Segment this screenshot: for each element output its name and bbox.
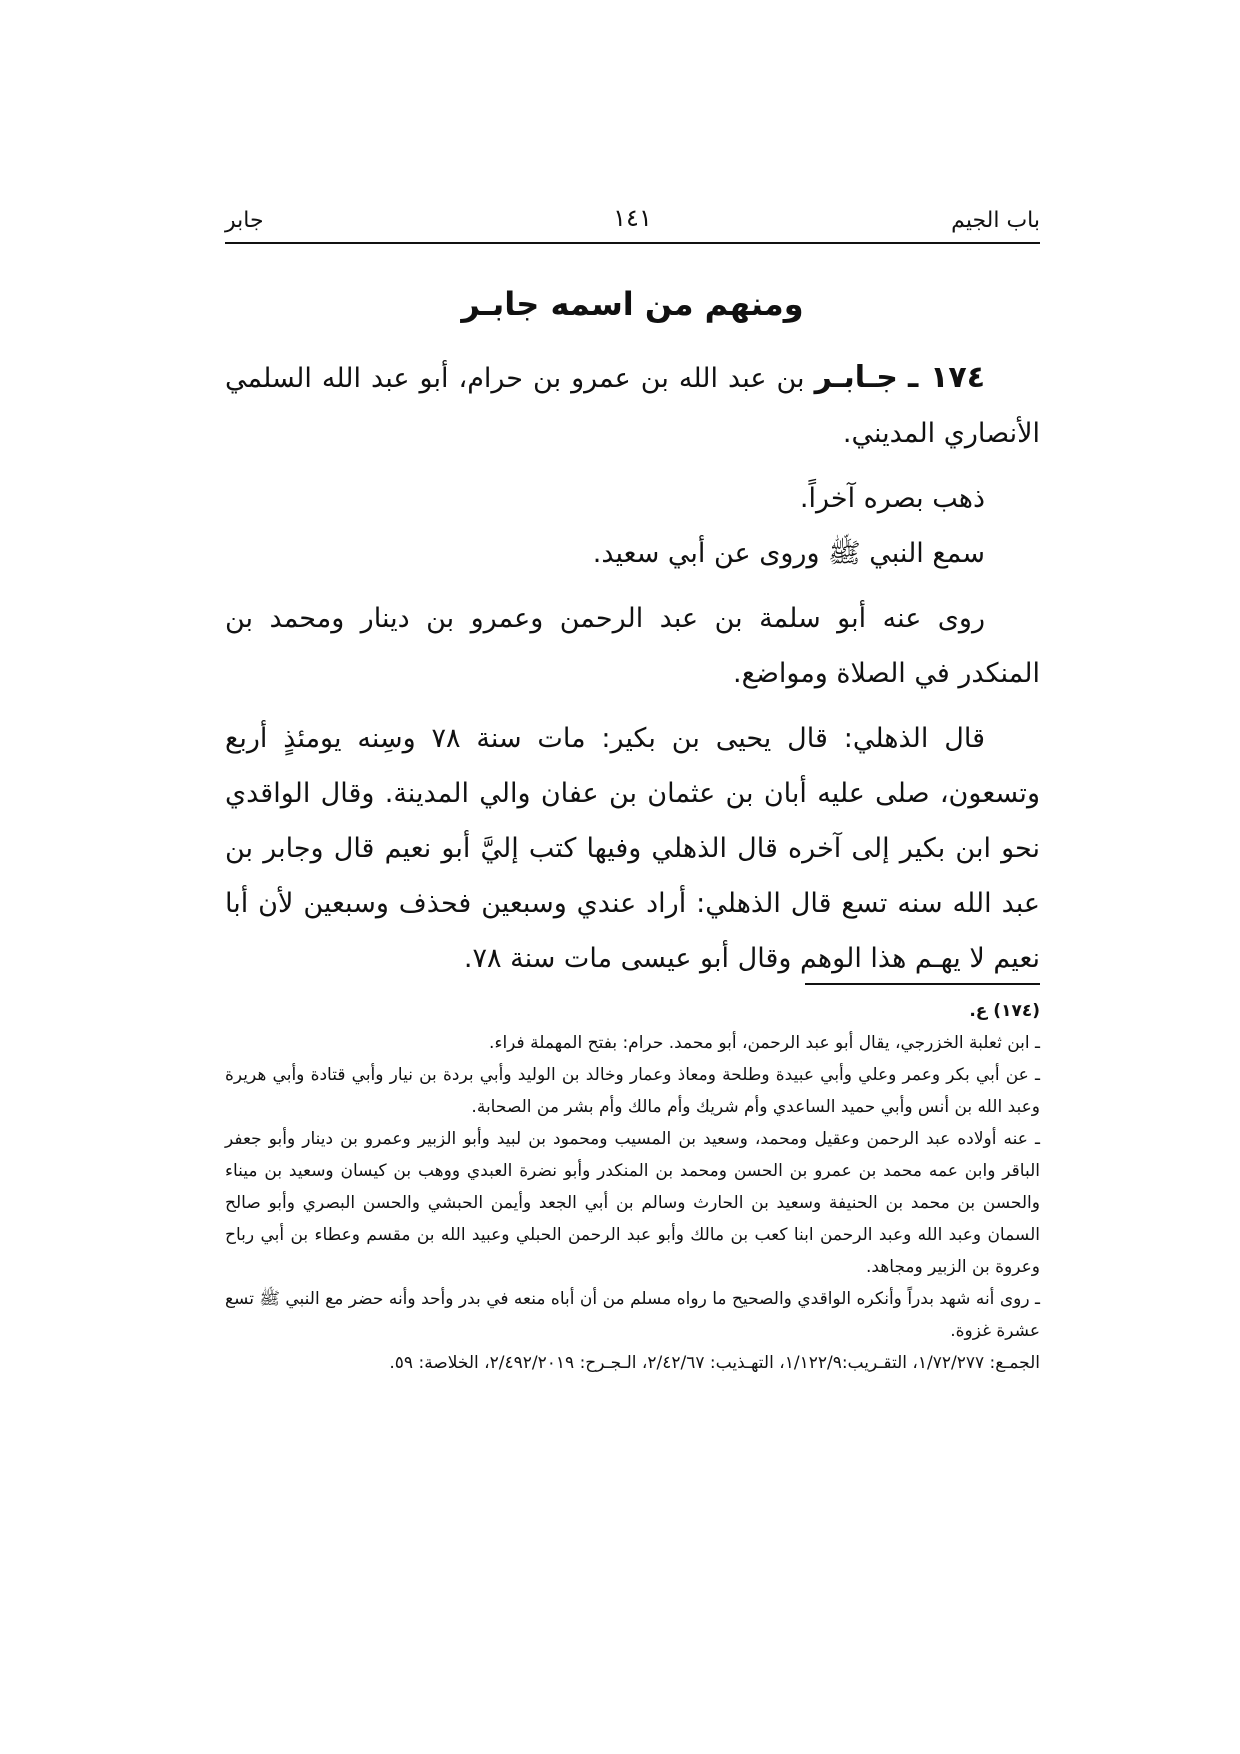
footnote-line: ـ روى أنه شهد بدراً وأنكره الواقدي والصحيح ما رواه مسلم من أن أباه منعه في بدر وأحد وأنه حضر مع النبي ﷺ تسع عشرة غزوة. [225,1289,1040,1341]
footnote-line: ـ ابن ثعلبة الخزرجي، يقال أبو عبد الرحمن، أبو محمد. حرام: بفتح المهملة فراء. [489,1033,1040,1053]
entry-number: ١٧٤ ـ [907,360,986,395]
entry-name: جـابـر [814,360,898,395]
chapter-title: باب الجيم [951,208,1040,233]
entry-lineage: بن عبد الله بن عمرو بن حرام، أبو عبد الله السلمي الأنصاري المديني. [225,363,1040,449]
paragraph: سمع النبي ﷺ وروى عن أبي سعيد. [592,538,985,569]
entry-running-title: جابر [225,208,264,233]
footnote-rule [805,983,1040,985]
page-number: ١٤١ [613,204,652,232]
header-rule [225,242,1040,244]
running-header [225,200,1040,240]
section-heading: ومنهم من اسمه جابـر [461,285,804,323]
footnote-sources: الجمـع: ١/٧٢/٢٧٧، التقـريب:١/١٢٢/٩، التهـذيب: ٢/٤٢/٦٧، الـجـرح: ٢/٤٩٢/٢٠١٩، الخلاصة: ٥٩. [389,1353,1040,1373]
paragraph: قال الذهلي: قال يحيى بن بكير: مات سنة ٧٨ وسِنه يومئذٍ أربع وتسعون، صلى عليه أبان بن عثمان بن عفان والي المدينة. وقال الواقدي نحو ابن بكير إلى آخره قال الذهلي وفيها كتب إليَّ أبو نعيم قال وجابر بن عبد الله سنه تسع قال الذهلي: أراد عندي وسبعين فحذف وسبعين لأن أبا نعيم لا يهـم هذا الوهم وقال أبو عيسى مات سنة ٧٨. [225,723,1040,974]
paragraph: روى عنه أبو سلمة بن عبد الرحمن وعمرو بن دينار ومحمد بن المنكدر في الصلاة ومواضع. [225,603,1040,689]
footnote-reference: (١٧٤) ع. [969,1001,1040,1021]
footnote-line: ـ عن أبي بكر وعمر وعلي وأبي عبيدة وطلحة ومعاذ وعمار وخالد بن الوليد وأبي بردة بن نيار وأبي قتادة وأبي هريرة وعبد الله بن أنس وأبي حميد الساعدي وأم شريك وأم مالك وأم بشر من الصحابة. [225,1065,1040,1117]
footnotes [225,995,1040,1379]
paragraph: ذهب بصره آخراً. [799,483,985,514]
footnote-line: ـ عنه أولاده عبد الرحمن وعقيل ومحمد، وسعيد بن المسيب ومحمود بن لبيد وأبو الزبير وعمرو بن دينار وأبو جعفر الباقر وابن عمه محمد بن عمرو بن الحسن ومحمد بن المنكدر وأبو نضرة العبدي ووهب بن كيسان وسعيد بن ميناء والحسن بن محمد بن الحنيفة وسعيد بن الحارث وسالم بن أبي الجعد وأيمن الحبشي والحسن البصري وأبو صالح السمان وعبد الله وعبد الرحمن ابنا كعب بن مالك وأبو عبد الرحمن الحبلي وعبيد الله بن مقسم وعطاء بن أبي رباح وعروة بن الزبير ومجاهد. [225,1129,1040,1277]
entry-heading-paragraph [225,350,1040,461]
main-text [225,350,1040,996]
